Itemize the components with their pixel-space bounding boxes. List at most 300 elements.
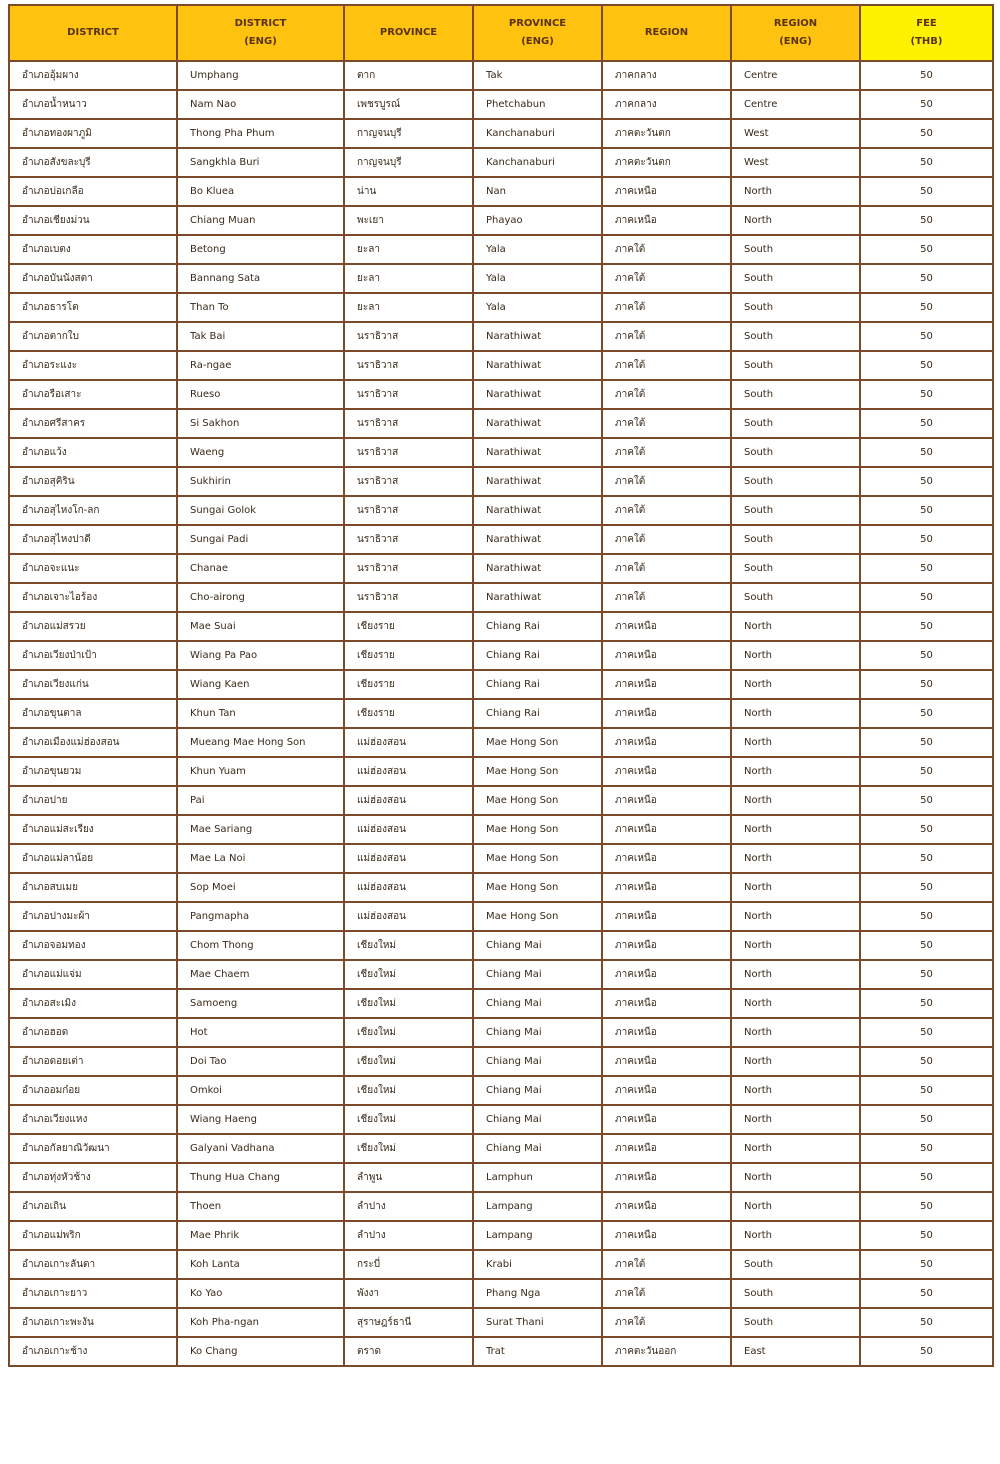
district-cell: อำเภอสุคิริน — [9, 467, 177, 496]
header-district-eng — [177, 5, 344, 61]
region-eng-cell: West — [731, 148, 860, 177]
district-eng-cell: Bo Kluea — [177, 177, 344, 206]
district-cell: อำเภอแม่สรวย — [9, 612, 177, 641]
fee-cell: 50 — [860, 670, 993, 699]
district-eng-cell: Waeng — [177, 438, 344, 467]
province-cell: นราธิวาส — [344, 496, 473, 525]
header-fee — [860, 5, 993, 61]
district-eng-cell: Thung Hua Chang — [177, 1163, 344, 1192]
region-cell: ภาคใต้ — [602, 1250, 731, 1279]
province-cell: ยะลา — [344, 293, 473, 322]
province-cell: พังงา — [344, 1279, 473, 1308]
district-cell: อำเภอขุนตาล — [9, 699, 177, 728]
district-eng-cell: Galyani Vadhana — [177, 1134, 344, 1163]
province-eng-cell: Narathiwat — [473, 322, 602, 351]
district-eng-cell: Si Sakhon — [177, 409, 344, 438]
province-cell: กาญจนบุรี — [344, 148, 473, 177]
region-eng-cell: South — [731, 409, 860, 438]
province-eng-cell: Narathiwat — [473, 380, 602, 409]
fee-cell: 50 — [860, 960, 993, 989]
province-cell: นราธิวาส — [344, 380, 473, 409]
fee-cell: 50 — [860, 757, 993, 786]
region-eng-cell: South — [731, 1279, 860, 1308]
region-eng-cell: North — [731, 1076, 860, 1105]
district-eng-cell: Nam Nao — [177, 90, 344, 119]
province-eng-cell: Mae Hong Son — [473, 873, 602, 902]
fee-cell: 50 — [860, 1337, 993, 1366]
region-eng-cell: South — [731, 322, 860, 351]
province-eng-cell: Narathiwat — [473, 583, 602, 612]
province-cell: เชียงใหม่ — [344, 931, 473, 960]
region-eng-cell: South — [731, 235, 860, 264]
province-eng-cell: Chiang Mai — [473, 1047, 602, 1076]
district-cell: อำเภอน้ำหนาว — [9, 90, 177, 119]
region-cell: ภาคใต้ — [602, 351, 731, 380]
region-eng-cell: North — [731, 612, 860, 641]
fee-cell: 50 — [860, 583, 993, 612]
district-eng-cell: Mae Phrik — [177, 1221, 344, 1250]
fee-cell: 50 — [860, 873, 993, 902]
header-district — [9, 5, 177, 61]
region-eng-cell: North — [731, 1192, 860, 1221]
region-cell: ภาคเหนือ — [602, 1192, 731, 1221]
fee-cell: 50 — [860, 1018, 993, 1047]
table-row — [9, 757, 993, 786]
fee-cell: 50 — [860, 1047, 993, 1076]
region-cell: ภาคใต้ — [602, 264, 731, 293]
province-eng-cell: Kanchanaburi — [473, 119, 602, 148]
province-eng-cell: Phetchabun — [473, 90, 602, 119]
district-cell: อำเภอเถิน — [9, 1192, 177, 1221]
region-eng-cell: South — [731, 525, 860, 554]
district-cell: อำเภอแม่พริก — [9, 1221, 177, 1250]
region-cell: ภาคใต้ — [602, 380, 731, 409]
region-eng-cell: North — [731, 699, 860, 728]
province-eng-cell: Chiang Rai — [473, 641, 602, 670]
province-cell: ลำพูน — [344, 1163, 473, 1192]
province-cell: ตาก — [344, 61, 473, 90]
region-eng-cell: South — [731, 438, 860, 467]
district-eng-cell: Chiang Muan — [177, 206, 344, 235]
fee-cell: 50 — [860, 235, 993, 264]
district-cell: อำเภอเวียงป่าเป้า — [9, 641, 177, 670]
region-cell: ภาคกลาง — [602, 90, 731, 119]
province-eng-cell: Narathiwat — [473, 409, 602, 438]
region-eng-cell: South — [731, 467, 860, 496]
district-eng-cell: Samoeng — [177, 989, 344, 1018]
province-eng-cell: Lampang — [473, 1221, 602, 1250]
table-row — [9, 1192, 993, 1221]
fee-cell: 50 — [860, 148, 993, 177]
district-cell: อำเภอสบเมย — [9, 873, 177, 902]
province-eng-cell: Chiang Rai — [473, 612, 602, 641]
fee-cell: 50 — [860, 554, 993, 583]
table-row — [9, 235, 993, 264]
fee-cell: 50 — [860, 728, 993, 757]
province-cell: เพชรบูรณ์ — [344, 90, 473, 119]
region-cell: ภาคเหนือ — [602, 1163, 731, 1192]
province-eng-cell: Yala — [473, 264, 602, 293]
province-eng-cell: Tak — [473, 61, 602, 90]
region-cell: ภาคเหนือ — [602, 873, 731, 902]
header-label: REGION — [644, 27, 689, 38]
header-label: DISTRICT — [67, 27, 119, 38]
header-province — [344, 5, 473, 61]
district-cell: อำเภออมก๋อย — [9, 1076, 177, 1105]
district-cell: อำเภอทองผาภูมิ — [9, 119, 177, 148]
table-row — [9, 1047, 993, 1076]
province-eng-cell: Chiang Rai — [473, 670, 602, 699]
district-cell: อำเภอสุไหงปาดี — [9, 525, 177, 554]
region-eng-cell: North — [731, 1105, 860, 1134]
fee-cell: 50 — [860, 1134, 993, 1163]
table-row — [9, 438, 993, 467]
fee-cell: 50 — [860, 1279, 993, 1308]
region-cell: ภาคใต้ — [602, 235, 731, 264]
province-cell: ลำปาง — [344, 1192, 473, 1221]
table-row — [9, 699, 993, 728]
province-cell: เชียงใหม่ — [344, 1105, 473, 1134]
district-cell: อำเภอดอยเต่า — [9, 1047, 177, 1076]
province-cell: น่าน — [344, 177, 473, 206]
province-eng-cell: Chiang Mai — [473, 1018, 602, 1047]
district-eng-cell: Khun Yuam — [177, 757, 344, 786]
district-eng-cell: Mae La Noi — [177, 844, 344, 873]
table-row — [9, 873, 993, 902]
region-cell: ภาคเหนือ — [602, 612, 731, 641]
table-row — [9, 206, 993, 235]
district-eng-cell: Wiang Kaen — [177, 670, 344, 699]
province-cell: เชียงใหม่ — [344, 1018, 473, 1047]
fee-cell: 50 — [860, 467, 993, 496]
province-cell: นราธิวาส — [344, 467, 473, 496]
table-row — [9, 1221, 993, 1250]
province-cell: นราธิวาส — [344, 554, 473, 583]
fee-cell: 50 — [860, 989, 993, 1018]
province-cell: ลำปาง — [344, 1221, 473, 1250]
province-cell: แม่ฮ่องสอน — [344, 902, 473, 931]
province-cell: นราธิวาส — [344, 438, 473, 467]
district-eng-cell: Sop Moei — [177, 873, 344, 902]
district-cell: อำเภอธารโต — [9, 293, 177, 322]
district-cell: อำเภอเกาะลันตา — [9, 1250, 177, 1279]
district-cell: อำเภอปาย — [9, 786, 177, 815]
table-header — [9, 5, 993, 61]
district-eng-cell: Tak Bai — [177, 322, 344, 351]
district-cell: อำเภอเชียงม่วน — [9, 206, 177, 235]
province-cell: เชียงใหม่ — [344, 1134, 473, 1163]
header-label: DISTRICT — [234, 18, 287, 29]
table-row — [9, 641, 993, 670]
fee-cell: 50 — [860, 496, 993, 525]
province-cell: กาญจนบุรี — [344, 119, 473, 148]
province-cell: เชียงราย — [344, 641, 473, 670]
district-cell: อำเภอแว้ง — [9, 438, 177, 467]
fee-cell: 50 — [860, 1250, 993, 1279]
region-cell: ภาคเหนือ — [602, 206, 731, 235]
region-cell: ภาคเหนือ — [602, 699, 731, 728]
region-eng-cell: North — [731, 670, 860, 699]
fee-cell: 50 — [860, 438, 993, 467]
fee-cell: 50 — [860, 351, 993, 380]
table-row — [9, 844, 993, 873]
region-cell: ภาคใต้ — [602, 496, 731, 525]
table-row — [9, 264, 993, 293]
table-row — [9, 496, 993, 525]
header-sublabel: (ENG) — [779, 36, 812, 47]
district-eng-cell: Ko Yao — [177, 1279, 344, 1308]
table-row — [9, 902, 993, 931]
district-eng-cell: Umphang — [177, 61, 344, 90]
district-cell: อำเภอเจาะไอร้อง — [9, 583, 177, 612]
province-eng-cell: Chiang Mai — [473, 960, 602, 989]
district-cell: อำเภอบ่อเกลือ — [9, 177, 177, 206]
table-row — [9, 931, 993, 960]
table-row — [9, 177, 993, 206]
province-eng-cell: Kanchanaburi — [473, 148, 602, 177]
fee-cell: 50 — [860, 177, 993, 206]
province-cell: เชียงราย — [344, 670, 473, 699]
region-eng-cell: North — [731, 989, 860, 1018]
region-cell: ภาคใต้ — [602, 583, 731, 612]
table-row — [9, 815, 993, 844]
header-label: FEE — [916, 18, 937, 29]
region-eng-cell: South — [731, 351, 860, 380]
province-cell: เชียงใหม่ — [344, 1047, 473, 1076]
fee-cell: 50 — [860, 1076, 993, 1105]
province-cell: แม่ฮ่องสอน — [344, 786, 473, 815]
district-eng-cell: Omkoi — [177, 1076, 344, 1105]
district-cell: อำเภอระแงะ — [9, 351, 177, 380]
table-row — [9, 670, 993, 699]
province-cell: ยะลา — [344, 235, 473, 264]
district-cell: อำเภอฮอด — [9, 1018, 177, 1047]
district-cell: อำเภอสุไหงโก-ลก — [9, 496, 177, 525]
fee-cell: 50 — [860, 119, 993, 148]
district-eng-cell: Thong Pha Phum — [177, 119, 344, 148]
fee-cell: 50 — [860, 525, 993, 554]
province-eng-cell: Mae Hong Son — [473, 844, 602, 873]
table-row — [9, 148, 993, 177]
district-eng-cell: Than To — [177, 293, 344, 322]
region-eng-cell: North — [731, 757, 860, 786]
region-cell: ภาคเหนือ — [602, 1076, 731, 1105]
table-row — [9, 1250, 993, 1279]
region-eng-cell: South — [731, 264, 860, 293]
province-eng-cell: Narathiwat — [473, 554, 602, 583]
table-row — [9, 1163, 993, 1192]
province-eng-cell: Mae Hong Son — [473, 815, 602, 844]
fee-cell: 50 — [860, 844, 993, 873]
district-eng-cell: Doi Tao — [177, 1047, 344, 1076]
fee-cell: 50 — [860, 322, 993, 351]
table-row — [9, 1279, 993, 1308]
region-cell: ภาคเหนือ — [602, 641, 731, 670]
region-eng-cell: North — [731, 1163, 860, 1192]
province-eng-cell: Narathiwat — [473, 351, 602, 380]
region-cell: ภาคใต้ — [602, 438, 731, 467]
header-region-eng — [731, 5, 860, 61]
district-cell: อำเภออุ้มผาง — [9, 61, 177, 90]
province-eng-cell: Narathiwat — [473, 525, 602, 554]
province-eng-cell: Phang Nga — [473, 1279, 602, 1308]
province-cell: พะเยา — [344, 206, 473, 235]
header-label: PROVINCE — [508, 18, 567, 29]
region-cell: ภาคใต้ — [602, 525, 731, 554]
fee-cell: 50 — [860, 1105, 993, 1134]
district-eng-cell: Khun Tan — [177, 699, 344, 728]
district-cell: อำเภอเกาะพะงัน — [9, 1308, 177, 1337]
table-row — [9, 786, 993, 815]
region-cell: ภาคตะวันออก — [602, 1337, 731, 1366]
table-row — [9, 1308, 993, 1337]
table-row — [9, 525, 993, 554]
region-cell: ภาคเหนือ — [602, 1134, 731, 1163]
region-eng-cell: North — [731, 931, 860, 960]
district-eng-cell: Sukhirin — [177, 467, 344, 496]
province-eng-cell: Yala — [473, 235, 602, 264]
fee-cell: 50 — [860, 612, 993, 641]
province-cell: เชียงราย — [344, 612, 473, 641]
header-region — [602, 5, 731, 61]
province-cell: กระบี่ — [344, 1250, 473, 1279]
region-eng-cell: North — [731, 844, 860, 873]
fee-cell: 50 — [860, 264, 993, 293]
province-cell: แม่ฮ่องสอน — [344, 728, 473, 757]
region-cell: ภาคตะวันตก — [602, 148, 731, 177]
province-eng-cell: Yala — [473, 293, 602, 322]
fee-cell: 50 — [860, 1308, 993, 1337]
region-cell: ภาคใต้ — [602, 1308, 731, 1337]
table-row — [9, 90, 993, 119]
province-cell: แม่ฮ่องสอน — [344, 815, 473, 844]
district-eng-cell: Koh Lanta — [177, 1250, 344, 1279]
table-row — [9, 612, 993, 641]
table-row — [9, 1134, 993, 1163]
district-eng-cell: Chanae — [177, 554, 344, 583]
province-eng-cell: Phayao — [473, 206, 602, 235]
district-eng-cell: Sungai Padi — [177, 525, 344, 554]
region-cell: ภาคเหนือ — [602, 1018, 731, 1047]
province-cell: ยะลา — [344, 264, 473, 293]
region-cell: ภาคเหนือ — [602, 1047, 731, 1076]
table-row — [9, 1337, 993, 1366]
region-eng-cell: North — [731, 786, 860, 815]
fee-cell: 50 — [860, 786, 993, 815]
district-cell: อำเภอขุนยวม — [9, 757, 177, 786]
district-eng-cell: Pai — [177, 786, 344, 815]
region-eng-cell: South — [731, 1250, 860, 1279]
district-eng-cell: Wiang Haeng — [177, 1105, 344, 1134]
district-eng-cell: Koh Pha-ngan — [177, 1308, 344, 1337]
district-cell: อำเภอปางมะผ้า — [9, 902, 177, 931]
district-eng-cell: Mueang Mae Hong Son — [177, 728, 344, 757]
province-eng-cell: Chiang Mai — [473, 989, 602, 1018]
header-sublabel: (THB) — [910, 36, 943, 47]
region-cell: ภาคใต้ — [602, 1279, 731, 1308]
fee-cell: 50 — [860, 206, 993, 235]
region-eng-cell: South — [731, 1308, 860, 1337]
district-cell: อำเภอทุ่งหัวช้าง — [9, 1163, 177, 1192]
header-sublabel: (ENG) — [244, 36, 277, 47]
fee-cell: 50 — [860, 902, 993, 931]
region-cell: ภาคใต้ — [602, 467, 731, 496]
province-eng-cell: Narathiwat — [473, 438, 602, 467]
province-cell: นราธิวาส — [344, 322, 473, 351]
table-row — [9, 322, 993, 351]
fee-table — [8, 4, 994, 1367]
fee-cell: 50 — [860, 641, 993, 670]
province-cell: นราธิวาส — [344, 525, 473, 554]
province-eng-cell: Chiang Mai — [473, 1076, 602, 1105]
region-cell: ภาคเหนือ — [602, 960, 731, 989]
region-cell: ภาคเหนือ — [602, 931, 731, 960]
district-cell: อำเภอแม่แจ่ม — [9, 960, 177, 989]
province-cell: แม่ฮ่องสอน — [344, 757, 473, 786]
province-eng-cell: Mae Hong Son — [473, 902, 602, 931]
region-eng-cell: North — [731, 1047, 860, 1076]
region-eng-cell: North — [731, 1018, 860, 1047]
province-eng-cell: Krabi — [473, 1250, 602, 1279]
district-eng-cell: Ko Chang — [177, 1337, 344, 1366]
district-eng-cell: Mae Chaem — [177, 960, 344, 989]
region-cell: ภาคเหนือ — [602, 1105, 731, 1134]
table-row — [9, 1018, 993, 1047]
province-cell: เชียงใหม่ — [344, 960, 473, 989]
district-eng-cell: Betong — [177, 235, 344, 264]
region-eng-cell: Centre — [731, 61, 860, 90]
region-eng-cell: North — [731, 206, 860, 235]
table-row — [9, 409, 993, 438]
table-row — [9, 380, 993, 409]
table-row — [9, 554, 993, 583]
province-cell: แม่ฮ่องสอน — [344, 873, 473, 902]
region-eng-cell: South — [731, 293, 860, 322]
fee-cell: 50 — [860, 90, 993, 119]
header-province-eng — [473, 5, 602, 61]
province-eng-cell: Chiang Rai — [473, 699, 602, 728]
region-cell: ภาคเหนือ — [602, 728, 731, 757]
region-eng-cell: South — [731, 380, 860, 409]
fee-cell: 50 — [860, 699, 993, 728]
fee-cell: 50 — [860, 61, 993, 90]
region-cell: ภาคใต้ — [602, 293, 731, 322]
district-eng-cell: Wiang Pa Pao — [177, 641, 344, 670]
table-row — [9, 61, 993, 90]
province-eng-cell: Nan — [473, 177, 602, 206]
region-cell: ภาคเหนือ — [602, 815, 731, 844]
district-cell: อำเภอรือเสาะ — [9, 380, 177, 409]
province-eng-cell: Trat — [473, 1337, 602, 1366]
district-eng-cell: Mae Sariang — [177, 815, 344, 844]
fee-cell: 50 — [860, 815, 993, 844]
province-cell: สุราษฎร์ธานี — [344, 1308, 473, 1337]
district-cell: อำเภอสังขละบุรี — [9, 148, 177, 177]
district-cell: อำเภอแม่ลาน้อย — [9, 844, 177, 873]
region-eng-cell: South — [731, 554, 860, 583]
region-eng-cell: North — [731, 641, 860, 670]
fee-cell: 50 — [860, 1163, 993, 1192]
district-eng-cell: Sangkhla Buri — [177, 148, 344, 177]
region-eng-cell: North — [731, 960, 860, 989]
district-eng-cell: Hot — [177, 1018, 344, 1047]
province-cell: นราธิวาส — [344, 583, 473, 612]
province-eng-cell: Lamphun — [473, 1163, 602, 1192]
region-cell: ภาคตะวันตก — [602, 119, 731, 148]
province-eng-cell: Chiang Mai — [473, 931, 602, 960]
district-cell: อำเภอกัลยาณิวัฒนา — [9, 1134, 177, 1163]
table-row — [9, 989, 993, 1018]
